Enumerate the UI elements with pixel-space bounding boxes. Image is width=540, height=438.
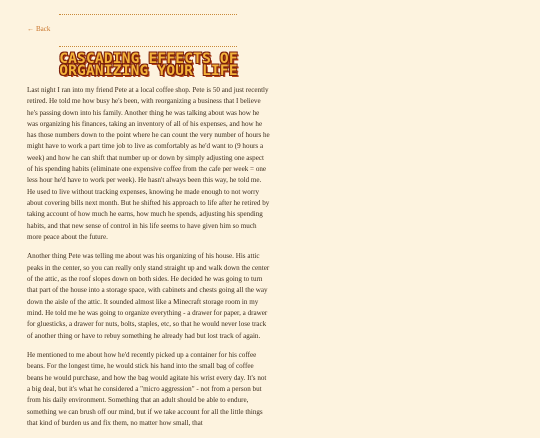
- article-title-line-1: CASCADING EFFECTS OF: [59, 51, 238, 67]
- title-divider: [59, 46, 237, 47]
- article-paragraph-2: Another thing Pete was telling me about was his organizing of his house. His attic peaks in the center, so you can really only stand straight up and walk down the center of the attic, as the roof slopes down on both sides. He decided he was going to turn that part of the house into a storage space, with cabinets and chests going all the way down the aisle of the attic. It sounded almost like a Minecraft storage room in my mind. He told me he was going to organize everything - a drawer for paper, a drawer for gluesticks, a drawer for nuts, bolts, staples, etc, so that he would never lose track of another thing or have to rebuy something he already had but lost track of again.: [27, 252, 270, 340]
- article-paragraph-3: He mentioned to me about how he'd recently picked up a container for his coffee beans. For the longest time, he would stick his hand into the small bag of coffee beans he would purchase, and how the bag would agitate his wrist every day. It's not a big deal, but it's what he considered a "micro aggression" - not from a person but from his daily environment. Something that an adult should be able to endure, something we can brush off our mind, but if we take account for all the little things that kind of burden us and fix them, no matter how small, that: [27, 351, 267, 427]
- back-link-label: Back: [36, 25, 51, 33]
- article-body: [27, 85, 270, 429]
- back-link[interactable]: [27, 25, 50, 33]
- article-title-line-2: ORGANIZING YOUR LIFE: [59, 63, 238, 79]
- article-title: [27, 53, 270, 77]
- back-arrow-icon: ←: [27, 25, 34, 33]
- article-paragraph-1: Last night I ran into my friend Pete at a local coffee shop. Pete is 50 and just recently retired. He told me how busy he's been, with reorganizing a business that I believe he's passing down into his family. Another thing he was talking about was how he was organizing his finances, taking an inventory of all of his expenses, and how he has those numbers down to the point where he can count the very number of hours he might have to work a part time job to live as comfortably as he'd want to (9 hours a week) and how he can shift that number up or down by simply adjusting one aspect of his spending habits (eliminate one expensive coffee from the cafe per week = one less hour he'd have to work per week). He hasn't always been this way, he told me. He used to live without tracking expenses, knowing he made enough to not worry about covering bills next month. But he shifted his approach to life after he retired by taking account of how much he earns, how much he spends, adjusting his spending habits, and that new sense of control in his life seems to have given him so much more peace about the future.: [27, 86, 270, 241]
- top-divider: [59, 14, 237, 15]
- main-content: [27, 0, 270, 438]
